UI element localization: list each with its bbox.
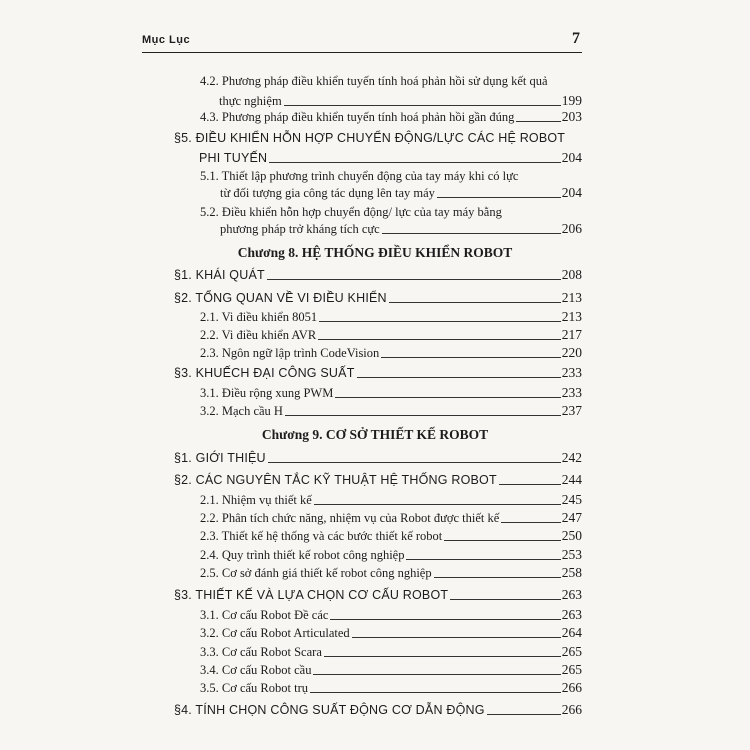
toc-page-number: 265: [561, 662, 582, 677]
toc-page-number: 208: [561, 267, 582, 282]
toc-entry[interactable]: [199, 148, 582, 168]
toc-entry-title: §1. KHÁI QUÁT: [174, 268, 265, 282]
toc-page-number: 237: [561, 403, 582, 418]
toc-page-number: 245: [561, 492, 582, 507]
leader-line: [314, 503, 561, 505]
leader-line: [324, 655, 561, 657]
toc-entry[interactable]: [174, 265, 582, 285]
leader-line: [330, 618, 560, 620]
toc-page-number: 258: [561, 565, 582, 580]
toc-entry[interactable]: [174, 470, 582, 490]
toc-entry-title: §3. THIẾT KẾ VÀ LỰA CHỌN CƠ CẤU ROBOT: [174, 588, 449, 602]
toc-entry[interactable]: [200, 383, 582, 403]
toc-entry[interactable]: [174, 363, 582, 383]
toc-entry-title: 3.1. Điều rộng xung PWM: [200, 386, 334, 400]
toc-entry-title: §4. TÍNH CHỌN CÔNG SUẤT ĐỘNG CƠ DẪN ĐỘNG: [174, 703, 485, 717]
toc-entry-title: từ đối tượng gia công tác dụng lên tay máy: [220, 186, 435, 200]
toc-entry[interactable]: [200, 660, 582, 680]
toc-page-number: 266: [561, 702, 582, 717]
leader-line: [434, 576, 561, 578]
toc-page-number: 220: [561, 345, 582, 360]
toc-page-number: 233: [561, 365, 582, 380]
toc-entry-title: 3.2. Cơ cấu Robot Articulated: [200, 626, 350, 640]
toc-entry-title: 2.5. Cơ sở đánh giá thiết kế robot công nghiệp: [200, 566, 432, 580]
toc-page-number: 266: [561, 680, 582, 695]
toc-entry-title: thực nghiệm: [219, 94, 282, 108]
leader-line: [357, 376, 561, 378]
leader-line: [389, 301, 561, 303]
toc-entry[interactable]: [200, 678, 582, 698]
toc-entry-title: §2. TỔNG QUAN VỀ VI ĐIỀU KHIỂN: [174, 291, 387, 305]
toc-entry-title: §3. KHUẾCH ĐẠI CÔNG SUẤT: [174, 366, 355, 380]
toc-page-number: 242: [561, 450, 582, 465]
toc-entry-title: 3.3. Cơ cấu Robot Scara: [200, 645, 322, 659]
toc-entry[interactable]: [200, 107, 582, 127]
toc-entry[interactable]: [200, 526, 582, 546]
leader-line: [382, 232, 561, 234]
toc-page-number: 204: [561, 185, 582, 200]
toc-entry[interactable]: [174, 288, 582, 308]
leader-line: [516, 120, 560, 122]
toc-page-number: 217: [561, 327, 582, 342]
toc-entry-text: §5. ĐIỀU KHIỂN HỖN HỢP CHUYỂN ĐỘNG/LỰC CÁC HỆ ROBOT: [174, 131, 566, 145]
toc-entry[interactable]: [174, 448, 582, 468]
toc-entry[interactable]: [200, 343, 582, 363]
toc-entry[interactable]: [200, 623, 582, 643]
leader-line: [501, 521, 560, 523]
leader-line: [381, 356, 560, 358]
toc-entry-text: 4.2. Phương pháp điều khiển tuyến tính hoá phản hồi sử dụng kết quả: [200, 74, 548, 88]
leader-line: [335, 396, 560, 398]
toc-entry[interactable]: [200, 490, 582, 510]
toc-page-number: 233: [561, 385, 582, 400]
toc-entry-text: 5.2. Điều khiển hỗn hợp chuyển động/ lực của tay máy bằng: [200, 205, 502, 219]
toc-page-number: 263: [561, 607, 582, 622]
toc-entry-title: 3.2. Mạch cầu H: [200, 404, 283, 418]
page-number: 7: [572, 30, 580, 47]
chapter-heading: Chương 8. HỆ THỐNG ĐIỀU KHIỂN ROBOT: [237, 245, 513, 260]
toc-page-number: 263: [561, 587, 582, 602]
toc-entry[interactable]: [174, 585, 582, 605]
toc-entry-title: 4.3. Phương pháp điều khiển tuyến tính hoá phản hồi gần đúng: [200, 110, 515, 124]
toc-page-number: 264: [561, 625, 582, 640]
leader-line: [310, 691, 561, 693]
toc-entry-title: §2. CÁC NGUYÊN TẮC KỸ THUẬT HỆ THỐNG ROBOT: [174, 473, 497, 487]
toc-entry[interactable]: [200, 508, 582, 528]
toc-entry[interactable]: [200, 605, 582, 625]
leader-line: [319, 320, 561, 322]
toc-page-number: 203: [561, 109, 582, 124]
toc-page-number: 206: [561, 221, 582, 236]
toc-entry-title: 2.2. Phân tích chức năng, nhiệm vụ của Robot được thiết kế: [200, 511, 500, 525]
toc-page-number: 199: [561, 93, 582, 108]
toc-entry-title: 2.2. Vi điều khiển AVR: [200, 328, 317, 342]
toc-page-number: 265: [561, 644, 582, 659]
toc-entry[interactable]: [200, 563, 582, 583]
toc-entry[interactable]: [200, 325, 582, 345]
leader-line: [318, 338, 561, 340]
toc-page-number: 213: [561, 309, 582, 324]
leader-line: [285, 414, 561, 416]
leader-line: [269, 161, 561, 163]
leader-line: [437, 196, 561, 198]
leader-line: [313, 673, 560, 675]
toc-entry-title: 2.3. Thiết kế hệ thống và các bước thiết kế robot: [200, 529, 443, 543]
running-head: Mục Lục: [142, 34, 191, 46]
leader-line: [268, 461, 561, 463]
toc-entry[interactable]: [200, 307, 582, 327]
toc-entry-title: phương pháp trở kháng tích cực: [220, 222, 380, 236]
toc-page-number: 253: [561, 547, 582, 562]
leader-line: [267, 278, 561, 280]
toc-entry-title: 2.4. Quy trình thiết kế robot công nghiệp: [200, 548, 405, 562]
toc-entry[interactable]: [174, 700, 582, 720]
toc-entry[interactable]: [200, 642, 582, 662]
toc-page-number: 213: [561, 290, 582, 305]
toc-entry-title: 2.1. Nhiệm vụ thiết kế: [200, 493, 312, 507]
toc-entry-title: 3.1. Cơ cấu Robot Đề các: [200, 608, 329, 622]
leader-line: [444, 539, 561, 541]
chapter-heading: Chương 9. CƠ SỞ THIẾT KẾ ROBOT: [261, 427, 489, 442]
toc-entry-title: PHI TUYẾN: [199, 151, 268, 165]
toc-page-number: 250: [561, 528, 582, 543]
leader-line: [284, 104, 561, 106]
toc-entry[interactable]: [220, 183, 582, 203]
leader-line: [352, 636, 561, 638]
toc-entry-title: 2.3. Ngôn ngữ lập trình CodeVision: [200, 346, 380, 360]
toc-entry[interactable]: [220, 219, 582, 239]
toc-entry[interactable]: [200, 401, 582, 421]
leader-line: [487, 713, 561, 715]
toc-page-number: 247: [561, 510, 582, 525]
toc-entry-text: 5.1. Thiết lập phương trình chuyển động của tay máy khi có lực: [200, 169, 519, 183]
toc-entry[interactable]: [200, 545, 582, 565]
leader-line: [450, 598, 561, 600]
leader-line: [406, 558, 560, 560]
leader-line: [499, 483, 561, 485]
toc-entry-title: 3.4. Cơ cấu Robot cầu: [200, 663, 312, 677]
toc-entry-title: §1. GIỚI THIỆU: [174, 451, 266, 465]
toc-page-number: 244: [561, 472, 582, 487]
toc-entry-title: 3.5. Cơ cấu Robot trụ: [200, 681, 308, 695]
toc-entry-title: 2.1. Vi điều khiển 8051: [200, 310, 318, 324]
toc-page-number: 204: [561, 150, 582, 165]
